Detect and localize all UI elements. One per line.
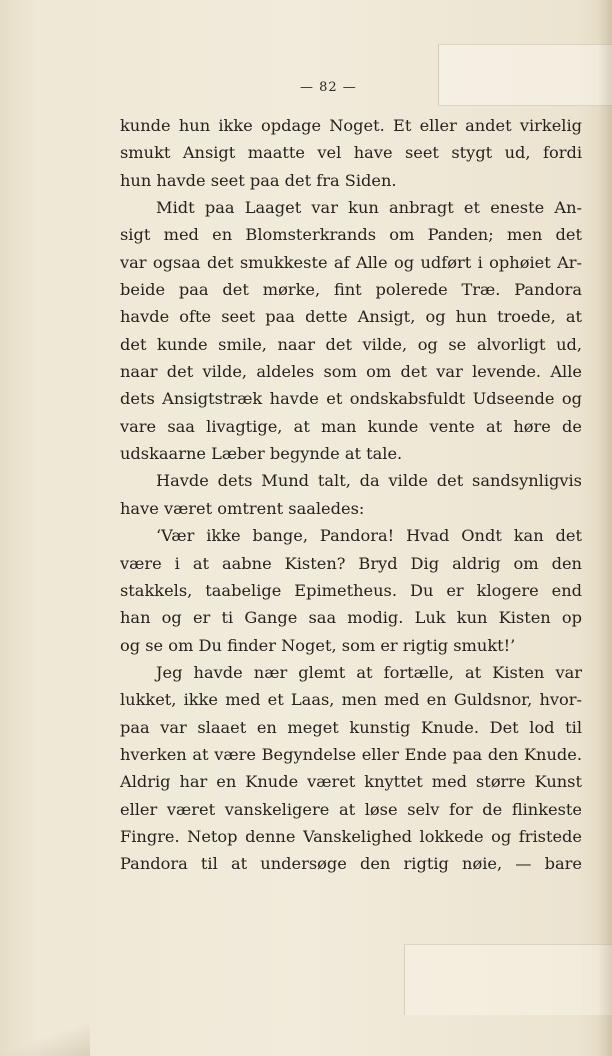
- text-line: paa var slaaet en meget kunstig Knude. Det lod til: [120, 717, 582, 737]
- text-line: sigt med en Blomsterkrands om Panden; men det: [120, 225, 582, 245]
- text-line: dets Ansigtstræk havde et ondskabsfuldt Udseende og: [120, 389, 582, 409]
- text-line: ‘Vær ikke bange, Pandora! Hvad Ondt kan det: [156, 526, 582, 546]
- text-line: smukt Ansigt maatte vel have seet stygt ud, fordi: [120, 143, 582, 163]
- text-line: vare saa livagtige, at man kunde vente at høre de: [120, 416, 582, 436]
- text-line: hverken at være Begyndelse eller Ende paa den Knude.: [120, 744, 582, 764]
- text-line: det kunde smile, naar det vilde, og se alvorligt ud,: [120, 334, 582, 354]
- text-line: og se om Du finder Noget, som er rigtig smukt!’: [120, 635, 516, 655]
- text-line: han og er ti Gange saa modig. Luk kun Kisten op: [120, 608, 582, 628]
- text-line: være i at aabne Kisten? Bryd Dig aldrig om den: [120, 553, 582, 573]
- page-corner-shadow: [0, 1010, 90, 1056]
- text-line: stakkels, taabelige Epimetheus. Du er klogere end: [120, 580, 582, 600]
- paper-slip-top: [438, 44, 612, 106]
- text-line: eller været vanskeligere at løse selv for de flinkeste: [120, 799, 582, 819]
- text-line: beide paa det mørke, fint polerede Træ. Pandora: [120, 280, 582, 300]
- text-line: kunde hun ikke opdage Noget. Et eller andet virkelig: [120, 116, 582, 135]
- text-line: have været omtrent saaledes:: [120, 498, 365, 518]
- body-text: [120, 112, 582, 878]
- text-line: var ogsaa det smukkeste af Alle og udført i ophøiet Ar-: [120, 252, 582, 272]
- text-line: Fingre. Netop denne Vanskelighed lokkede og fristede: [120, 826, 582, 846]
- paper-slip-bottom: [404, 944, 612, 1015]
- page-number: — 82 —: [300, 80, 357, 95]
- text-line: Jeg havde nær glemt at fortælle, at Kisten var: [156, 662, 582, 682]
- text-line: Pandora til at undersøge den rigtig nøie, — bare: [120, 854, 582, 874]
- text-line: Havde dets Mund talt, da vilde det sandsynligvis: [156, 471, 582, 491]
- text-line: hun havde seet paa det fra Siden.: [120, 170, 397, 190]
- text-line: udskaarne Læber begynde at tale.: [120, 444, 403, 464]
- page-edge-shadow: [598, 0, 612, 1056]
- text-line: Midt paa Laaget var kun anbragt et eneste An-: [156, 198, 582, 218]
- text-line: Aldrig har en Knude været knyttet med større Kunst: [120, 772, 582, 792]
- text-line: havde ofte seet paa dette Ansigt, og hun troede, at: [120, 307, 582, 327]
- text-line: naar det vilde, aldeles som om det var levende. Alle: [120, 362, 582, 382]
- text-line: lukket, ikke med et Laas, men med en Guldsnor, hvor-: [120, 690, 582, 710]
